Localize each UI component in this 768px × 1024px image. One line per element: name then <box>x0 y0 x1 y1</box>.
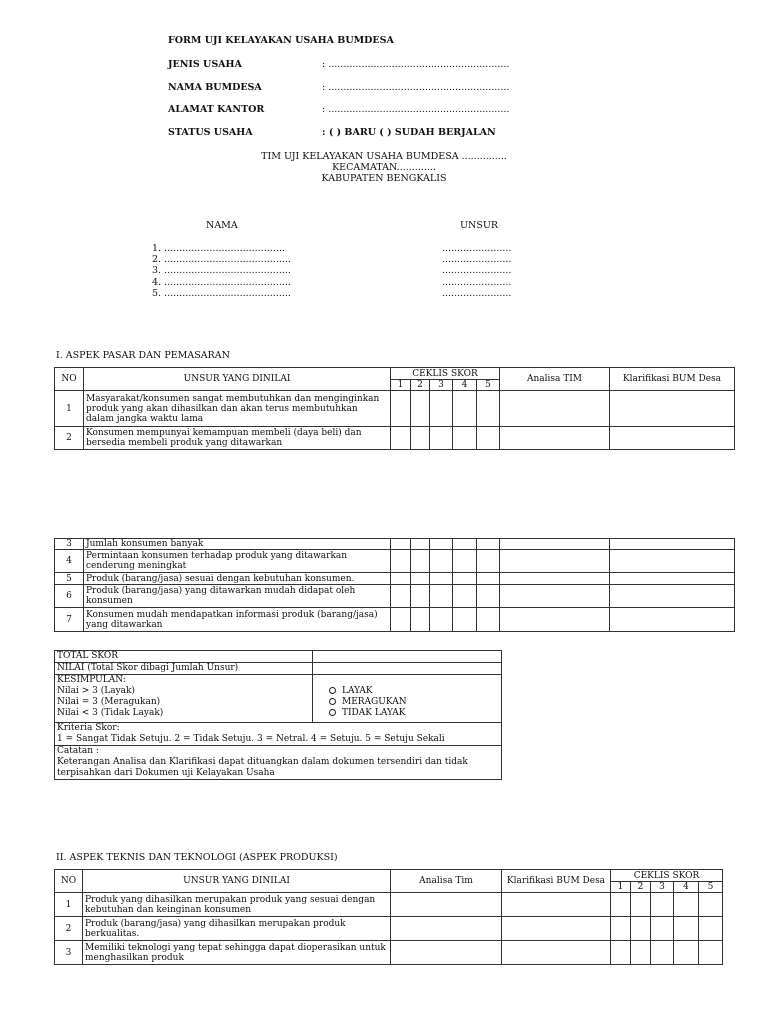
score-cell[interactable] <box>391 391 411 427</box>
analisa-cell[interactable] <box>500 539 610 550</box>
klarifikasi-cell[interactable] <box>610 608 735 632</box>
row-no: 2 <box>55 427 84 450</box>
team-line-1: TIM UJI KELAYAKAN USAHA BUMDESA ............... <box>261 151 507 162</box>
score-cell[interactable] <box>699 917 723 941</box>
analisa-cell[interactable] <box>500 608 610 632</box>
analisa-cell[interactable] <box>391 893 502 917</box>
score-cell[interactable] <box>391 427 411 450</box>
col-score-5: 5 <box>699 882 723 893</box>
score-cell[interactable] <box>453 550 477 573</box>
col-ceklis: CEKLIS SKOR <box>611 870 723 882</box>
col-score-2: 2 <box>411 380 430 391</box>
team-name-list <box>152 243 291 299</box>
catatan-label: Catatan : <box>57 746 99 756</box>
col-unsur: UNSUR YANG DINILAI <box>84 368 391 391</box>
kesimpulan-label: KESIMPULAN: <box>57 675 126 685</box>
option-layak[interactable] <box>329 686 499 697</box>
analisa-cell[interactable] <box>500 573 610 585</box>
field-label: STATUS USAHA <box>168 127 253 138</box>
unsur-heading: UNSUR <box>460 220 498 231</box>
row-no: 2 <box>55 917 83 941</box>
score-cell[interactable] <box>411 391 430 427</box>
col-score-1: 1 <box>391 380 411 391</box>
team-line-2: KECAMATAN............. <box>332 162 436 173</box>
field-status-usaha <box>168 127 496 138</box>
summary-table <box>54 650 502 780</box>
field-value[interactable]: : ............................................................ <box>322 82 510 93</box>
score-cell[interactable] <box>631 941 651 965</box>
col-score-4: 4 <box>453 380 477 391</box>
analisa-cell[interactable] <box>391 941 502 965</box>
team-name-3[interactable]: 3. .......................................... <box>152 265 291 277</box>
col-analisa: Analisa TIM <box>500 368 610 391</box>
kesimpulan-options <box>313 675 502 723</box>
col-score-5: 5 <box>477 380 500 391</box>
rule-meragukan: Nilai = 3 (Meragukan) <box>57 697 161 707</box>
table-row <box>55 941 723 965</box>
score-cell[interactable] <box>391 585 411 608</box>
table-row <box>55 893 723 917</box>
score-cell[interactable] <box>430 585 453 608</box>
analisa-cell[interactable] <box>391 917 502 941</box>
score-cell[interactable] <box>453 539 477 550</box>
row-text: Permintaan konsumen terhadap produk yang ditawarkan cenderung meningkat <box>84 550 391 573</box>
row-text: Jumlah konsumen banyak <box>84 539 391 550</box>
klarifikasi-cell[interactable] <box>502 917 611 941</box>
row-text: Masyarakat/konsumen sangat membutuhkan dan menginginkan produk yang akan dihasilkan dan akan terus membutuhkan dalam jangka waktu lama <box>84 391 391 427</box>
section-1-table-b <box>54 538 735 632</box>
score-cell[interactable] <box>651 917 674 941</box>
score-cell[interactable] <box>411 608 430 632</box>
score-cell[interactable] <box>699 941 723 965</box>
score-cell[interactable] <box>651 893 674 917</box>
field-nama-bumdesa <box>168 82 509 93</box>
klarifikasi-cell[interactable] <box>502 893 611 917</box>
table-row <box>55 550 735 573</box>
score-cell[interactable] <box>453 608 477 632</box>
score-cell[interactable] <box>699 893 723 917</box>
team-unsur-list <box>442 243 511 299</box>
team-unsur-2[interactable]: ....................... <box>442 254 512 266</box>
score-cell[interactable] <box>430 550 453 573</box>
analisa-cell[interactable] <box>500 391 610 427</box>
field-label: ALAMAT KANTOR <box>168 104 265 115</box>
analisa-cell[interactable] <box>500 427 610 450</box>
kriteria-label: Kriteria Skor: <box>57 723 120 733</box>
nama-heading: NAMA <box>206 220 238 231</box>
col-klarifikasi: Klarifikasi BUM Desa <box>610 368 735 391</box>
score-cell[interactable] <box>391 608 411 632</box>
col-score-1: 1 <box>611 882 631 893</box>
team-name-1[interactable]: 1. ........................................ <box>152 243 285 254</box>
field-value[interactable]: : ( ) BARU ( ) SUDAH BERJALAN <box>322 127 496 138</box>
section-1-table-a <box>54 367 735 450</box>
team-name-4[interactable]: 4. .......................................... <box>152 276 291 288</box>
table-row <box>55 585 735 608</box>
score-cell[interactable] <box>430 573 453 585</box>
score-cell[interactable] <box>477 608 500 632</box>
field-value[interactable]: : ............................................................ <box>322 104 510 115</box>
field-alamat-kantor <box>168 104 509 115</box>
score-cell[interactable] <box>611 917 631 941</box>
analisa-cell[interactable] <box>500 585 610 608</box>
klarifikasi-cell[interactable] <box>502 941 611 965</box>
score-cell[interactable] <box>611 941 631 965</box>
table-row <box>55 573 735 585</box>
score-cell[interactable] <box>651 941 674 965</box>
score-cell[interactable] <box>674 941 699 965</box>
score-cell[interactable] <box>453 573 477 585</box>
table-row <box>55 917 723 941</box>
option-tidak-layak[interactable] <box>329 708 499 719</box>
row-text: Konsumen mudah mendapatkan informasi produk (barang/jasa) yang ditawarkan <box>84 608 391 632</box>
table-row <box>55 391 735 427</box>
analisa-cell[interactable] <box>500 550 610 573</box>
score-cell[interactable] <box>477 427 500 450</box>
rule-layak: Nilai > 3 (Layak) <box>57 686 135 696</box>
score-cell[interactable] <box>631 917 651 941</box>
score-cell[interactable] <box>411 427 430 450</box>
table-row <box>55 539 735 550</box>
col-klarifikasi: Klarifikasi BUM Desa <box>502 870 611 893</box>
score-cell[interactable] <box>411 539 430 550</box>
col-score-3: 3 <box>430 380 453 391</box>
table-row <box>55 427 735 450</box>
score-cell[interactable] <box>453 427 477 450</box>
score-cell[interactable] <box>477 391 500 427</box>
radio-circle-icon <box>329 687 336 694</box>
row-no: 7 <box>55 608 84 632</box>
row-no: 4 <box>55 550 84 573</box>
team-unsur-3[interactable]: ....................... <box>442 265 512 277</box>
row-text: Memiliki teknologi yang tepat sehingga dapat dioperasikan untuk menghasilkan produk <box>83 941 391 965</box>
field-value[interactable]: : ............................................................ <box>322 59 510 70</box>
total-skor-label: TOTAL SKOR <box>55 651 313 663</box>
section-2-title: II. ASPEK TEKNIS DAN TEKNOLOGI (ASPEK PRODUKSI) <box>56 852 338 863</box>
rule-tidak-layak: Nilai < 3 (Tidak Layak) <box>57 708 164 718</box>
score-cell[interactable] <box>391 539 411 550</box>
score-cell[interactable] <box>477 539 500 550</box>
team-unsur-1[interactable]: ....................... <box>442 243 512 254</box>
score-cell[interactable] <box>411 585 430 608</box>
field-jenis-usaha <box>168 59 509 70</box>
score-cell[interactable] <box>453 391 477 427</box>
col-score-4: 4 <box>674 882 699 893</box>
kesimpulan-rules <box>55 675 313 723</box>
nilai-label: NILAI (Total Skor dibagi Jumlah Unsur) <box>55 663 313 675</box>
radio-circle-icon <box>329 698 336 705</box>
kriteria-text: 1 = Sangat Tidak Setuju. 2 = Tidak Setuju. 3 = Netral. 4 = Setuju. 5 = Setuju Sekali <box>57 734 445 744</box>
score-cell[interactable] <box>430 391 453 427</box>
score-cell[interactable] <box>430 608 453 632</box>
klarifikasi-cell[interactable] <box>610 550 735 573</box>
score-cell[interactable] <box>411 573 430 585</box>
klarifikasi-cell[interactable] <box>610 539 735 550</box>
row-no: 1 <box>55 391 84 427</box>
score-cell[interactable] <box>411 550 430 573</box>
row-no: 3 <box>55 539 84 550</box>
table-row <box>55 608 735 632</box>
team-name-5[interactable]: 5. .......................................... <box>152 287 291 299</box>
col-analisa: Analisa Tim <box>391 870 502 893</box>
col-no: NO <box>55 368 84 391</box>
klarifikasi-cell[interactable] <box>610 573 735 585</box>
score-cell[interactable] <box>674 917 699 941</box>
col-no: NO <box>55 870 83 893</box>
radio-circle-icon <box>329 709 336 716</box>
col-ceklis: CEKLIS SKOR <box>391 368 500 380</box>
klarifikasi-cell[interactable] <box>610 585 735 608</box>
row-text: Produk (barang/jasa) yang dihasilkan merupakan produk berkualitas. <box>83 917 391 941</box>
score-cell[interactable] <box>430 539 453 550</box>
score-cell[interactable] <box>477 585 500 608</box>
option-label: LAYAK <box>342 686 373 696</box>
row-no: 5 <box>55 573 84 585</box>
score-cell[interactable] <box>391 573 411 585</box>
row-text: Konsumen mempunyai kemampuan membeli (daya beli) dan bersedia membeli produk yang ditawarkan <box>84 427 391 450</box>
catatan-text: Keterangan Analisa dan Klarifikasi dapat dituangkan dalam dokumen tersendiri dan tidak terpisahkan dari Dokumen uji Kelayakan Usaha <box>57 757 468 778</box>
score-cell[interactable] <box>430 427 453 450</box>
score-cell[interactable] <box>477 573 500 585</box>
option-meragukan[interactable] <box>329 697 499 708</box>
col-unsur: UNSUR YANG DINILAI <box>83 870 391 893</box>
option-label: TIDAK LAYAK <box>342 708 406 718</box>
row-no: 3 <box>55 941 83 965</box>
col-score-2: 2 <box>631 882 651 893</box>
total-skor-value[interactable] <box>313 651 502 663</box>
kriteria-skor <box>55 723 502 746</box>
row-text: Produk (barang/jasa) sesuai dengan kebutuhan konsumen. <box>84 573 391 585</box>
section-2-table <box>54 869 723 965</box>
field-label: JENIS USAHA <box>168 59 242 70</box>
form-title: FORM UJI KELAYAKAN USAHA BUMDESA <box>168 35 394 46</box>
score-cell[interactable] <box>611 893 631 917</box>
score-cell[interactable] <box>674 893 699 917</box>
col-score-3: 3 <box>651 882 674 893</box>
row-text: Produk (barang/jasa) yang ditawarkan mudah didapat oleh konsumen <box>84 585 391 608</box>
score-cell[interactable] <box>477 550 500 573</box>
field-label: NAMA BUMDESA <box>168 82 262 93</box>
team-line-3: KABUPATEN BENGKALIS <box>321 173 447 184</box>
score-cell[interactable] <box>453 585 477 608</box>
row-text: Produk yang dihasilkan merupakan produk yang sesuai dengan kebutuhan dan keinginan konsumen <box>83 893 391 917</box>
nilai-value[interactable] <box>313 663 502 675</box>
team-name-2[interactable]: 2. .......................................... <box>152 254 291 266</box>
section-1-title: I. ASPEK PASAR DAN PEMASARAN <box>56 350 230 361</box>
score-cell[interactable] <box>391 550 411 573</box>
team-unsur-4[interactable]: ....................... <box>442 276 512 288</box>
klarifikasi-cell[interactable] <box>610 427 735 450</box>
score-cell[interactable] <box>631 893 651 917</box>
row-no: 6 <box>55 585 84 608</box>
klarifikasi-cell[interactable] <box>610 391 735 427</box>
catatan <box>55 746 502 780</box>
option-label: MERAGUKAN <box>342 697 407 707</box>
team-unsur-5[interactable]: ....................... <box>442 287 512 299</box>
row-no: 1 <box>55 893 83 917</box>
